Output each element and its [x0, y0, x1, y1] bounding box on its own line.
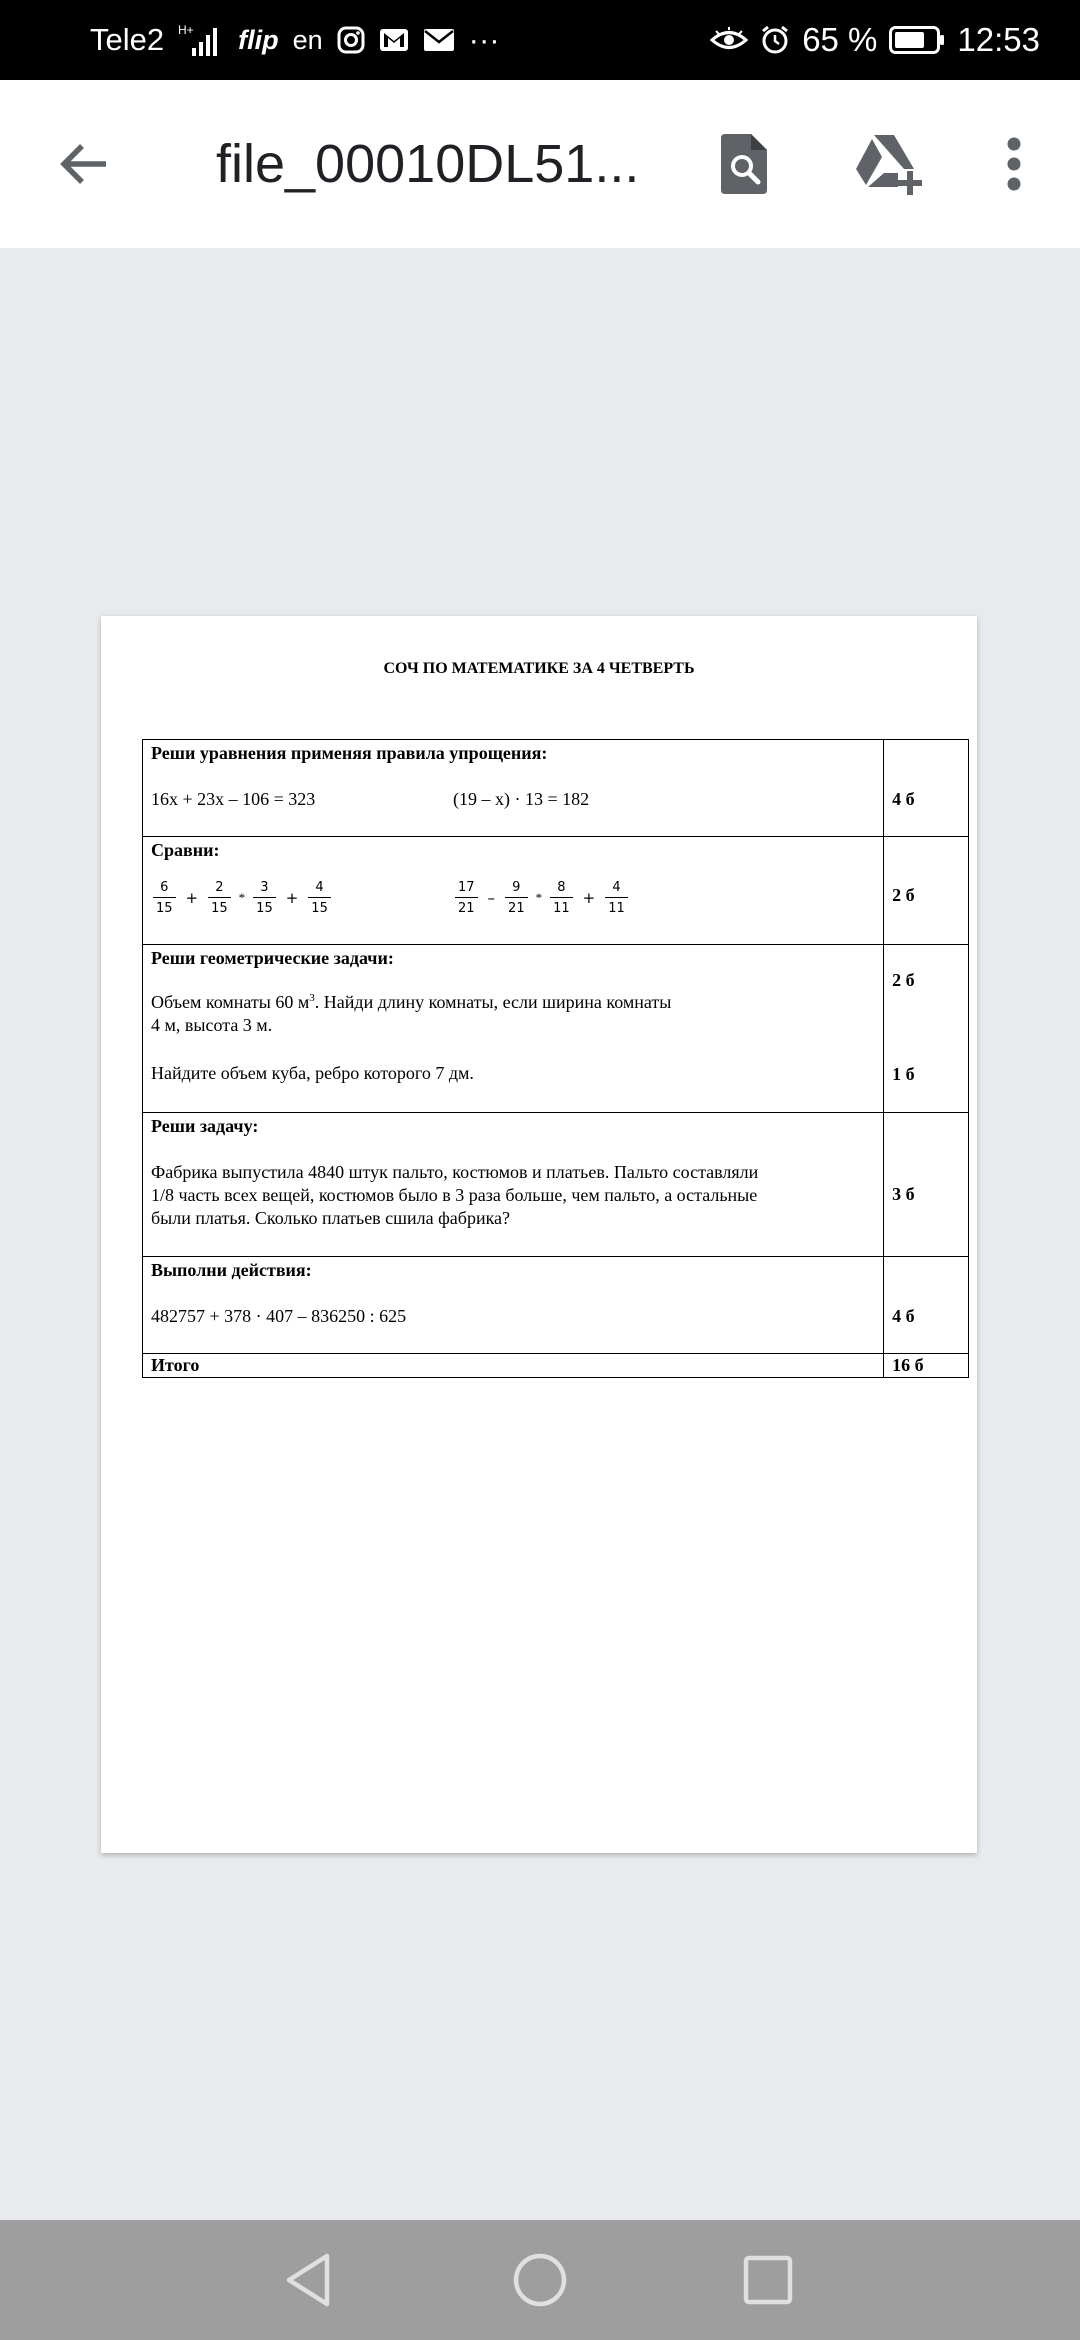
points-label: 4 б: [892, 1306, 915, 1326]
document-page: [101, 616, 977, 1853]
battery-percent: 65 %: [802, 21, 878, 58]
nav-home-button[interactable]: [480, 2220, 600, 2340]
task-header: Реши задачу:: [151, 1116, 259, 1136]
flip-label: flip: [238, 24, 279, 55]
task-header: Выполни действия:: [151, 1260, 312, 1280]
task-cell: [143, 837, 884, 945]
network-type-label: H+: [178, 23, 194, 37]
battery-icon: [889, 26, 945, 54]
find-in-document-button[interactable]: [696, 116, 792, 212]
gmail-icon: [379, 27, 409, 53]
fraction: $\frac{4}{15}$: [308, 881, 331, 915]
task-cell: [143, 945, 884, 1113]
fraction: $\frac{2}{15}$: [208, 881, 231, 915]
task-header: Реши уравнения применяя правила упрощения:: [151, 743, 548, 763]
points-label: 3 б: [892, 1184, 915, 1204]
alarm-icon: [760, 25, 790, 55]
arithmetic-expression: 482757 + 378 · 407 – 836250 : 625: [151, 1306, 407, 1326]
clock: 12:53: [957, 21, 1040, 58]
total-label: Итого: [151, 1355, 200, 1375]
file-title: file_00010DL51...: [216, 134, 640, 194]
nav-recents-icon: [742, 2254, 794, 2306]
signal-icon: [178, 22, 224, 58]
compare-expression-1: $\frac{6}{15}$ + $\frac{2}{15}$ * $\frac{3}{15}$ + $\frac{4}{15}$: [151, 881, 333, 915]
document-viewer[interactable]: [0, 248, 1080, 2220]
more-options-button[interactable]: [966, 116, 1062, 212]
points-cell: [884, 740, 969, 837]
fraction: $\frac{9}{21}$: [505, 881, 528, 915]
points-cell: [884, 837, 969, 945]
add-to-drive-button[interactable]: [840, 116, 936, 212]
fraction: $\frac{6}{15}$: [153, 881, 176, 915]
navigation-bar: [0, 2220, 1080, 2340]
geometry-problem-1-cont: 4 м, высота 3 м.: [151, 1015, 273, 1035]
total-row: [143, 1354, 969, 1378]
compare-expression-2: $\frac{17}{21}$ – $\frac{9}{21}$ * $\frac{8}{11}$ + $\frac{4}{11}$: [453, 881, 630, 915]
points-cell: [884, 1113, 969, 1257]
eye-comfort-icon: [710, 27, 748, 53]
points-label: 2 б: [892, 970, 915, 990]
fraction: $\frac{3}{15}$: [253, 881, 276, 915]
fraction: $\frac{8}{11}$: [550, 881, 573, 915]
points-label: 1 б: [892, 1064, 915, 1084]
geometry-problem-2: Найдите объем куба, ребро которого 7 дм.: [151, 1063, 474, 1083]
add-to-drive-icon: [852, 133, 924, 195]
language-label: en: [292, 24, 323, 55]
tasks-table: [142, 739, 969, 1378]
task-cell: [143, 740, 884, 837]
nav-recents-button[interactable]: [708, 2220, 828, 2340]
more-notifications-label: ···: [468, 22, 500, 57]
total-points: 16 б: [892, 1355, 924, 1375]
fraction: $\frac{17}{21}$: [455, 881, 478, 915]
carrier-label: Tele2: [90, 22, 165, 57]
table-row: [143, 945, 969, 1113]
total-cell: [143, 1354, 884, 1378]
table-row: [143, 1257, 969, 1354]
more-vert-icon: [1004, 136, 1024, 192]
points-label: 2 б: [892, 885, 915, 905]
document-title: СОЧ ПО МАТЕМАТИКЕ ЗА 4 ЧЕТВЕРТЬ: [383, 660, 695, 677]
equation-2: (19 – x) · 13 = 182: [453, 789, 590, 809]
table-row: [143, 740, 969, 837]
status-bar: [0, 0, 1080, 80]
app-toolbar: [0, 80, 1080, 248]
arrow-left-icon: [56, 136, 112, 192]
equation-1: 16x + 23x – 106 = 323: [151, 789, 316, 809]
table-row: [143, 1113, 969, 1257]
mail-icon: [423, 28, 455, 52]
task-header: Сравни:: [151, 840, 220, 860]
total-points-cell: [884, 1354, 969, 1378]
points-cell: [884, 1257, 969, 1354]
fraction: $\frac{4}{11}$: [605, 881, 628, 915]
back-button[interactable]: [36, 116, 132, 212]
document-search-icon: [717, 132, 771, 196]
table-row: [143, 837, 969, 945]
nav-back-icon: [283, 2252, 333, 2308]
nav-home-icon: [512, 2252, 568, 2308]
instagram-icon: [337, 26, 365, 54]
task-cell: [143, 1113, 884, 1257]
task-cell: [143, 1257, 884, 1354]
geometry-problem-1: Объем комнаты 60 $м^3$. Найди длину комнаты, если ширина комнаты: [151, 992, 672, 1012]
word-problem-line: 1/8 часть всех вещей, костюмов было в 3 раза больше, чем пальто, а остальные: [151, 1185, 758, 1205]
task-header: Реши геометрические задачи:: [151, 948, 394, 968]
word-problem-line: Фабрика выпустила 4840 штук пальто, костюмов и платьев. Пальто составляли: [151, 1162, 759, 1182]
word-problem-line: были платья. Сколько платьев сшила фабрика?: [151, 1208, 511, 1228]
nav-back-button[interactable]: [248, 2220, 368, 2340]
points-label: 4 б: [892, 789, 915, 809]
points-cell: [884, 945, 969, 1113]
